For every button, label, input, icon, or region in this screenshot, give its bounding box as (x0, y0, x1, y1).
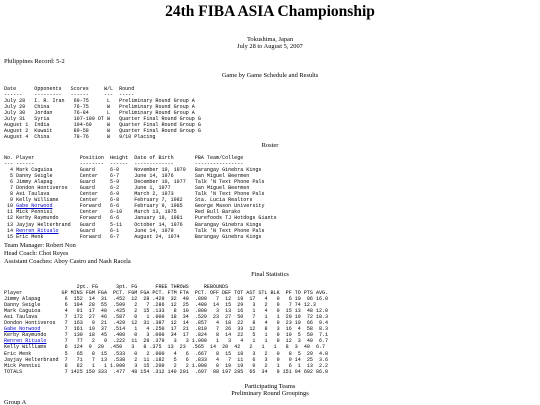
roster-table (4, 155, 277, 240)
row-values: Center 6-9 March 2, 1973 Talk 'N Text Phone Pals (49, 191, 265, 198)
participating-heading: Participating Teams (244, 383, 296, 390)
player-name: Jayjay Helterbrand (16, 221, 71, 228)
player-link[interactable]: Renren Ritualo (16, 227, 59, 234)
player-link[interactable]: Gabe Norwood (4, 326, 41, 333)
schedule-heading: Game by Game Schedule and Results (221, 72, 319, 79)
player-name: Kelly Williams (16, 197, 59, 204)
player-name: Jayjay Helterbrand (4, 356, 59, 363)
roster-divider: --- ------ -------- ------ ------------- ---------------- (4, 161, 244, 168)
stats-row (4, 369, 328, 375)
player-name: Kerby Raymundo (16, 215, 59, 222)
row-prefix: 15 (4, 233, 17, 240)
row-values: 7 161 19 37 .514 1 4 .250 17 21 .810 7 26 33 12 8 3 16 4 58 8.3 (40, 326, 329, 333)
head-coach: Head Coach: Chot Reyes (4, 250, 69, 257)
team-record: Philippines Record: 5-2 (4, 58, 65, 65)
event-dates: July 28 to August 5, 2007 (237, 43, 303, 50)
row-values: Forward 6-6 January 19, 1981 Purefoods TJ Hotdogs Giants (58, 215, 277, 222)
schedule-row: July 28 I. R. Iran 69-75 L Preliminary Round Group A (4, 98, 195, 105)
row-values: 6 124 9 20 .450 3 8 .375 13 23 .565 14 20 42 2 1 1 8 3 40 6.7 (46, 344, 326, 351)
row-prefix: 8 (4, 191, 17, 198)
row-values: 6 104 28 55 .509 2 7 .286 12 25 .480 14 15 29 3 2 9 7 74 12.3 (40, 302, 316, 309)
player-name: Eric Menk (16, 233, 44, 240)
player-name: Kelly Williams (4, 344, 47, 351)
player-link[interactable]: Renren Ritualo (4, 338, 47, 345)
row-values: Guard 6-1 June 14, 1979 Talk 'N Text Phone Pals (58, 227, 265, 234)
row-values: Guard 5-11 October 14, 1976 Barangay Ginebra Kings (70, 221, 262, 228)
row-values: 7 77 2 9 .222 11 29 .379 3 3 1.000 1 3 4 1 1 0 12 3 40 6.7 (46, 338, 329, 345)
player-name: Dondon Hontiveros (4, 320, 56, 327)
player-link[interactable]: Gabe Norwood (16, 203, 53, 210)
schedule-table (4, 86, 201, 140)
player-name: TOTALS (4, 368, 23, 375)
row-prefix: 7 (4, 185, 17, 192)
player-name: Danny Seigle (4, 302, 41, 309)
player-name: Dondon Hontiveros (16, 185, 68, 192)
row-values: Center 6-8 February 7, 1982 Sta. Lucia Realtors (58, 197, 253, 204)
schedule-row: July 31 Syria 107-100 OT W Quarter Final Round Group G (4, 116, 201, 123)
player-name: Danny Seigle (16, 173, 53, 180)
row-values: 6 62 1 1 1.000 3 15 .200 2 2 1.000 0 19 19 0 2 1 6 1 13 2.2 (40, 362, 329, 369)
row-values: Center 6-10 March 13, 1975 Red Bull Barako (52, 209, 241, 216)
row-prefix: 11 (4, 209, 17, 216)
row-values: Forward 6-6 February 9, 1985 George Mason University (52, 203, 265, 210)
group-a-label: Group A (4, 399, 27, 405)
row-prefix: 14 (4, 227, 17, 234)
row-prefix: 6 (4, 179, 17, 186)
player-name: Mark Caguioa (16, 167, 53, 174)
row-prefix: 10 (4, 203, 17, 210)
row-prefix: 9 (4, 197, 17, 204)
player-name: Mick Pennisi (4, 362, 41, 369)
player-name: Kerby Raymundo (4, 332, 47, 339)
row-values: Forward 6-7 August 24, 1974 Barangay Ginebra Kings (43, 233, 262, 240)
player-name: Mick Pennisi (16, 209, 53, 216)
row-values: 4 91 17 40 .425 2 15 .133 8 10 .800 3 13 16 1 4 0 15 13 48 12.0 (40, 308, 329, 315)
event-location: Tokushima, Japan (246, 36, 294, 43)
player-name: Jimmy Alapag (16, 179, 53, 186)
schedule-header: Date Opponents Scores W/L Round (4, 86, 135, 92)
stats-header: Player GP MINS FGM FGA PCT. FGM FGA PCT. FTM FTA PCT. OFF DEF TOT AST STL BLK PF TO PTS AVG. (4, 290, 329, 297)
row-values: Guard 5-9 December 10, 1977 Talk 'N Text Phone Pals (52, 179, 265, 186)
player-name: Mark Caguioa (4, 308, 41, 315)
schedule-row: July 30 Jordan 76-84 L Preliminary Round Group A (4, 110, 195, 117)
row-values: 5 65 8 15 .533 0 2 .000 4 6 .667 8 15 18 3 2 0 8 5 29 4.8 (31, 350, 329, 357)
team-manager: Team Manager: Robert Non (4, 242, 76, 249)
schedule-row: August 2 Kuwait 89-58 W Quarter Final Round Group G (4, 128, 201, 135)
row-values: Center 6-7 June 14, 1976 San Miguel Beermen (52, 173, 250, 180)
stats-table (4, 284, 328, 375)
stats-group-header: 2pt. FG 3pt. FG FREE THROWS REBOUNDS (4, 284, 229, 290)
row-prefix: 13 (4, 221, 17, 228)
schedule-row: August 1 India 104-69 W Quarter Final Round Group G (4, 122, 201, 129)
schedule-row: July 29 China 76-75 W Preliminary Round Group A (4, 104, 195, 111)
roster-heading: Roster (261, 142, 279, 149)
roster-header: No. Player Position Height Date of Birth PBA Team/College (4, 155, 244, 161)
assistant-coaches: Assistant Coaches: Aboy Castro and Nash Racela (4, 258, 131, 265)
row-values: 7 1425 159 333 .477 48 154 .312 140 201 .697 88 197 285 65 34 9 151 94 602 86.0 (22, 368, 329, 375)
player-name: Asi Taulava (4, 314, 38, 321)
roster-row (4, 234, 277, 240)
row-prefix: 12 (4, 215, 17, 222)
player-name: Eric Menk (4, 350, 32, 357)
schedule-row: August 4 China 78-76 W 9/10 Placing (4, 134, 156, 141)
row-prefix: 4 (4, 167, 17, 174)
groupings-subheading: Preliminary Round Groupings (231, 390, 309, 397)
player-name: Jimmy Alapag (4, 296, 41, 303)
page-title: 24th FIBA ASIA Championship (165, 3, 375, 20)
row-values: 6 152 14 31 .452 12 28 .429 32 40 .800 7 12 19 17 4 0 6 10 96 16.0 (40, 296, 329, 303)
row-prefix: 5 (4, 173, 17, 180)
player-name: Asi Taulava (16, 191, 50, 198)
row-values: 7 163 9 21 .429 12 31 .387 12 14 .857 4 18 22 8 4 0 23 10 66 9.4 (55, 320, 329, 327)
row-values: 7 71 7 13 .538 2 11 .182 5 6 .833 4 7 11 6 3 0 9 14 25 3.6 (58, 356, 329, 363)
row-values: Guard 6-2 June 1, 1977 San Miguel Beermen (67, 185, 250, 192)
row-values: 7 172 27 46 .587 0 1 .000 18 34 .529 23 27 50 7 1 1 20 19 72 10.3 (37, 314, 329, 321)
stats-heading: Final Statistics (251, 271, 289, 278)
row-values: 7 130 18 45 .400 0 3 .000 34 17 .824 8 14 22 5 1 0 19 5 50 7.1 (46, 332, 329, 339)
row-values: Guard 6-0 November 19, 1979 Barangay Ginebra Kings (52, 167, 262, 174)
schedule-divider: ------ --------- ------ --- ----- (4, 92, 135, 99)
